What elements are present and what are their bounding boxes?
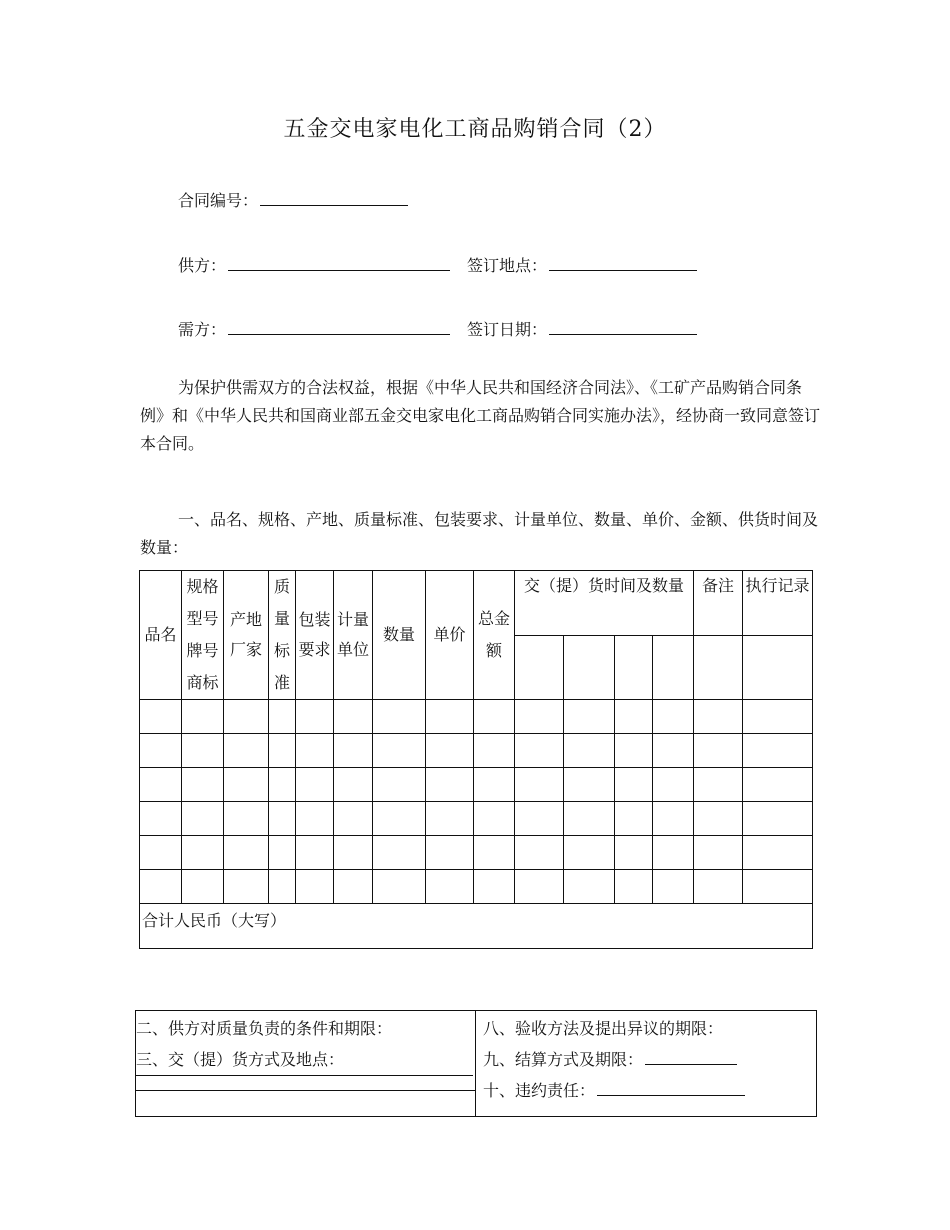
delivery-method-blank[interactable]: [136, 1075, 473, 1076]
delivery-cell[interactable]: [564, 635, 615, 700]
header-price: 单价: [426, 571, 474, 700]
header-name: 品名: [140, 571, 182, 700]
terms-table: [135, 1010, 817, 1117]
delivery-cell[interactable]: [653, 635, 694, 700]
header-quality: 质量标准: [269, 571, 296, 700]
sign-date-row: [467, 317, 697, 340]
buyer-label: 需方：: [178, 320, 227, 339]
breach-blank[interactable]: [597, 1080, 745, 1096]
table-row: [140, 768, 813, 802]
sign-place-row: [467, 253, 697, 276]
table-row: [140, 734, 813, 768]
sign-place-label: 签订地点：: [467, 256, 548, 275]
buyer-row: [178, 317, 450, 340]
preamble-paragraph: 为保护供需双方的合法权益，根据《中华人民共和国经济合同法》、《工矿产品购销合同条例》和《中华人民共和国商业部五金交电家电化工商品购销合同实施办法》，经协商一致同意签订本合同。: [140, 378, 821, 453]
delivery-method-clause: 三、交（提）货方式及地点：: [136, 1050, 345, 1069]
header-spec: 规格型号牌号商标: [182, 571, 224, 700]
supplier-row: [178, 253, 450, 276]
header-quantity: 数量: [373, 571, 426, 700]
breach-row: [483, 1075, 816, 1106]
buyer-blank[interactable]: [228, 319, 450, 335]
breach-clause: 十、违约责任：: [483, 1081, 596, 1100]
header-record: 执行记录: [743, 571, 813, 636]
total-rmb-row: 合计人民币（大写）: [140, 904, 813, 949]
supplier-blank[interactable]: [228, 255, 450, 271]
header-remark: 备注: [694, 571, 743, 636]
supplier-label: 供方：: [178, 256, 227, 275]
settlement-row: [483, 1044, 816, 1075]
table-row: [140, 836, 813, 870]
table-row: [140, 870, 813, 904]
table-row: [140, 802, 813, 836]
terms-left-lower[interactable]: [136, 1091, 476, 1117]
contract-number-blank[interactable]: [260, 190, 408, 206]
inspection-clause: 八、验收方法及提出异议的期限：: [483, 1019, 724, 1038]
terms-right: [476, 1011, 817, 1117]
header-origin: 产地厂家: [224, 571, 269, 700]
sign-place-blank[interactable]: [549, 255, 697, 271]
page-title: 五金交电家电化工商品购销合同（2）: [283, 117, 667, 142]
header-total-amount: 总金额: [474, 571, 515, 700]
settlement-clause: 九、结算方式及期限：: [483, 1050, 644, 1069]
header-package: 包装要求: [296, 571, 334, 700]
record-cell[interactable]: [743, 635, 813, 700]
delivery-cell[interactable]: [615, 635, 653, 700]
contract-number-row: [178, 188, 408, 211]
table-row: [140, 700, 813, 734]
contract-number-label: 合同编号：: [178, 191, 259, 210]
remark-cell[interactable]: [694, 635, 743, 700]
section-1-heading: 一、品名、规格、产地、质量标准、包装要求、计量单位、数量、单价、金额、供货时间及数量：: [140, 510, 819, 557]
sign-date-blank[interactable]: [549, 319, 697, 335]
quality-responsibility-clause: 二、供方对质量负责的条件和期限：: [136, 1019, 393, 1038]
settlement-blank[interactable]: [645, 1049, 737, 1065]
sign-date-label: 签订日期：: [467, 320, 548, 339]
header-unit: 计量单位: [334, 571, 373, 700]
delivery-cell[interactable]: [515, 635, 564, 700]
terms-left-upper: [136, 1011, 476, 1091]
goods-table: [139, 570, 813, 949]
header-delivery: 交（提）货时间及数量: [515, 571, 694, 636]
